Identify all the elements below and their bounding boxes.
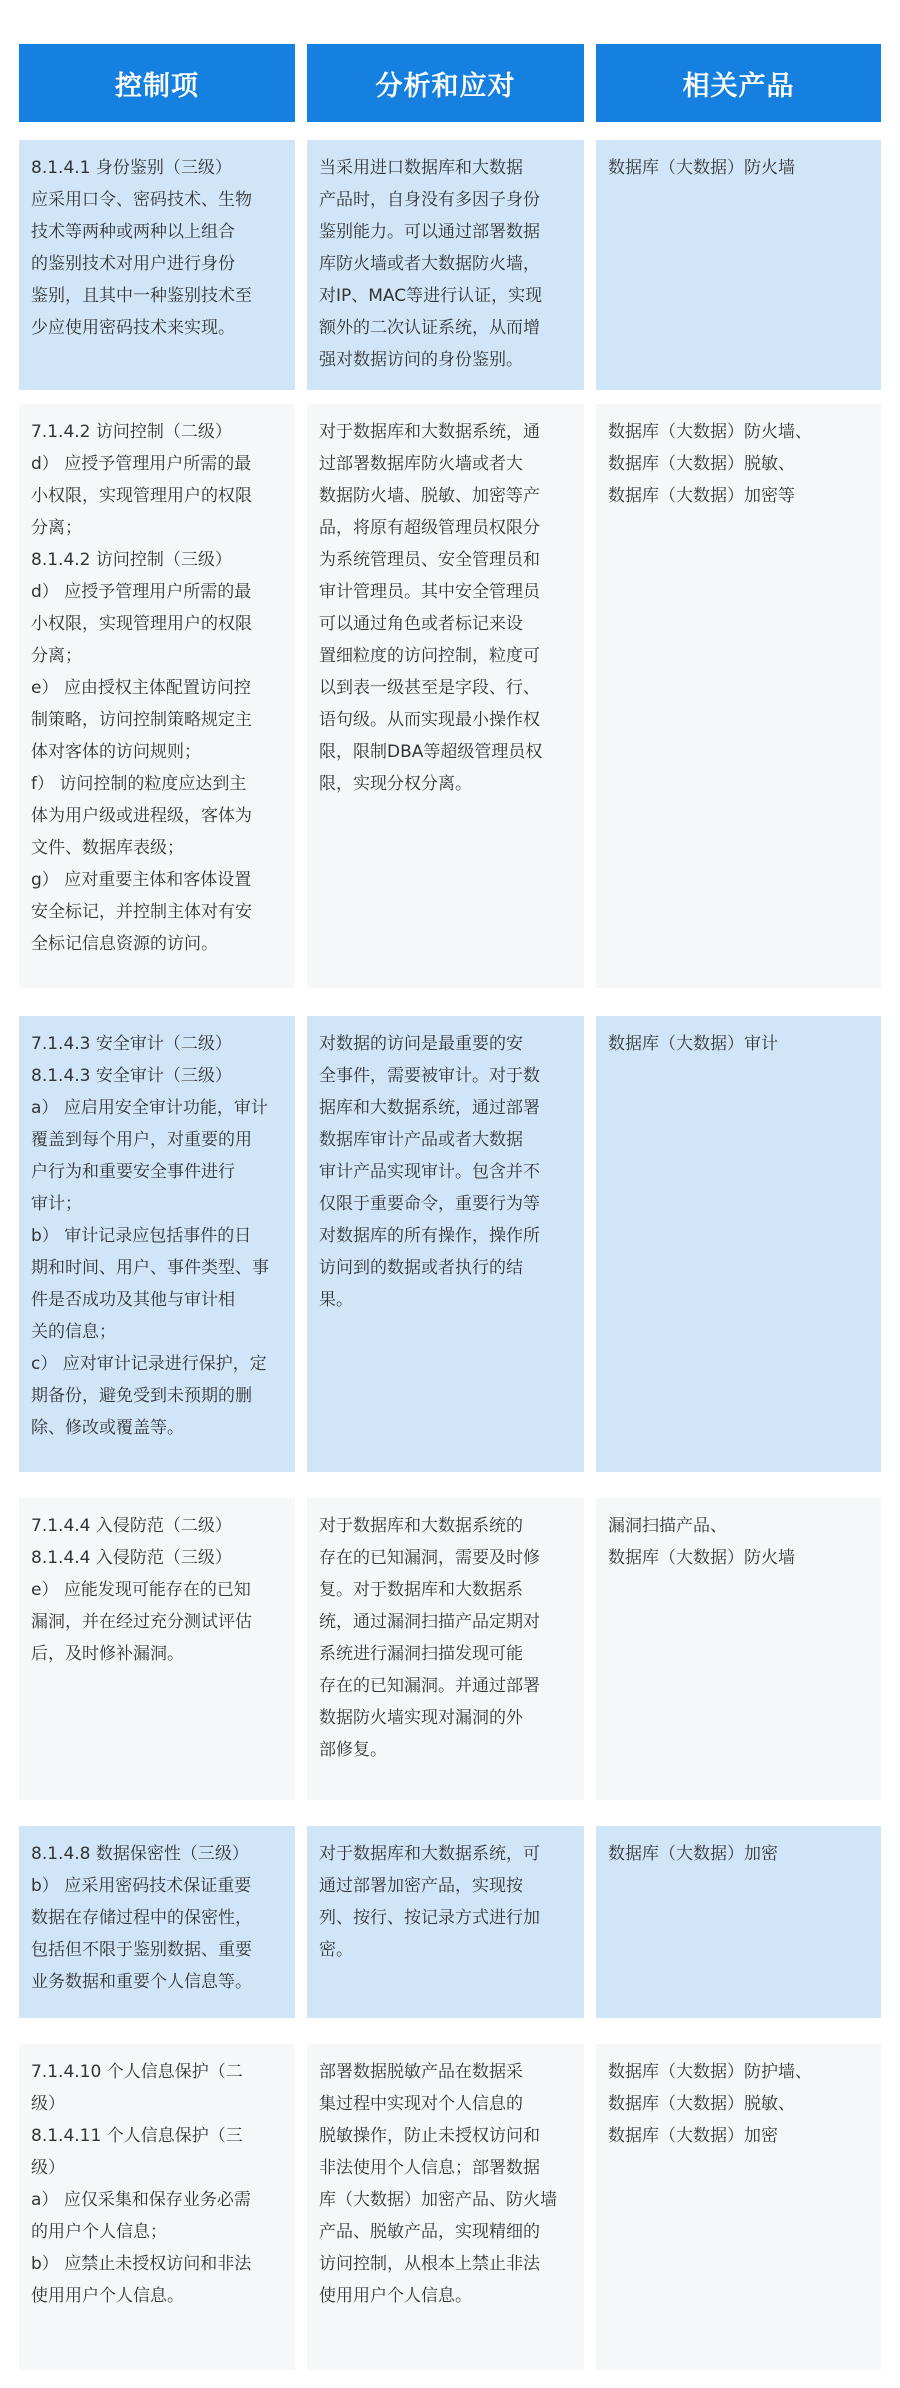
cell-text-line: 使用用户个人信息。 [31, 2286, 184, 2306]
cell-text-line: 数据库（大数据）防火墙 [608, 158, 795, 178]
cell-text-line: 数据防火墙、脱敏、加密等产 [319, 486, 540, 506]
cell-text-line: 分离； [31, 518, 82, 538]
cell-text-line: 以到表一级甚至是字段、行、 [319, 678, 540, 698]
table-row [19, 404, 881, 988]
cell-text-line: 系统进行漏洞扫描发现可能 [319, 1644, 523, 1664]
cell-text-line: 技术等两种或两种以上组合 [31, 222, 235, 242]
cell-text-line: 语句级。从而实现最小操作权 [319, 710, 540, 730]
cell-text-line: 分离； [31, 646, 82, 666]
cell-text-line: 非法使用个人信息；部署数据 [319, 2158, 540, 2178]
cell-text-line: d） 应授予管理用户所需的最 [31, 454, 252, 474]
cell-text-line: 7.1.4.2 访问控制（二级） [31, 422, 232, 442]
cell-text-line: e） 应由授权主体配置访问控 [31, 678, 251, 698]
cell-text-line: 过部署数据库防火墙或者大 [319, 454, 523, 474]
cell-text-line: 列、按行、按记录方式进行加 [319, 1908, 540, 1928]
cell-text-line: 对数据库的所有操作，操作所 [319, 1226, 540, 1246]
analysis-cell [307, 1498, 584, 1800]
control-cell [19, 2044, 295, 2370]
control-cell [19, 1498, 295, 1800]
control-cell [19, 404, 295, 988]
products-cell [596, 404, 881, 988]
table-row [19, 1498, 881, 1800]
table-row [19, 2044, 881, 2370]
cell-text-line: 库（大数据）加密产品、防火墙 [319, 2190, 557, 2210]
cell-text-line: 密。 [319, 1940, 353, 1960]
cell-text-line: 体为用户级或进程级，客体为 [31, 806, 252, 826]
cell-text-line: 数据在存储过程中的保密性， [31, 1908, 252, 1928]
cell-text-line: 体对客体的访问规则； [31, 742, 201, 762]
header-analysis: 分析和应对 [307, 44, 584, 122]
header-control-item: 控制项 [19, 44, 295, 122]
cell-text-line: 数据防火墙实现对漏洞的外 [319, 1708, 523, 1728]
analysis-cell [307, 404, 584, 988]
cell-text-line: 包括但不限于鉴别数据、重要 [31, 1940, 252, 1960]
cell-text-line: 存在的已知漏洞，需要及时修 [319, 1548, 540, 1568]
cell-text-line: e） 应能发现可能存在的已知 [31, 1580, 251, 1600]
cell-text-line: 审计管理员。其中安全管理员 [319, 582, 540, 602]
cell-text-line: 全标记信息资源的访问。 [31, 934, 218, 954]
cell-text-line: 存在的已知漏洞。并通过部署 [319, 1676, 540, 1696]
cell-text-line: 件是否成功及其他与审计相 [31, 1290, 235, 1310]
cell-text-line: 8.1.4.4 入侵防范（三级） [31, 1548, 232, 1568]
cell-text-line: 期备份，避免受到未预期的删 [31, 1386, 252, 1406]
cell-text-line: 小权限，实现管理用户的权限 [31, 614, 252, 634]
cell-text-line: 除、修改或覆盖等。 [31, 1418, 184, 1438]
cell-text-line: 文件、数据库表级； [31, 838, 184, 858]
cell-text-line: 产品、脱敏产品，实现精细的 [319, 2222, 540, 2242]
cell-text-line: 8.1.4.2 访问控制（三级） [31, 550, 232, 570]
cell-text-line: 漏洞扫描产品、 [608, 1516, 727, 1536]
cell-text-line: 通过部署加密产品，实现按 [319, 1876, 523, 1896]
cell-text-line: b） 应采用密码技术保证重要 [31, 1876, 252, 1896]
cell-text-line: 覆盖到每个用户，对重要的用 [31, 1130, 252, 1150]
cell-text-line: 7.1.4.3 安全审计（二级） [31, 1034, 232, 1054]
cell-text-line: 集过程中实现对个人信息的 [319, 2094, 523, 2114]
cell-text-line: b） 审计记录应包括事件的日 [31, 1226, 252, 1246]
analysis-cell [307, 1826, 584, 2018]
cell-text-line: 期和时间、用户、事件类型、事 [31, 1258, 269, 1278]
cell-text-line: 仅限于重要命令，重要行为等 [319, 1194, 540, 1214]
cell-text-line: 数据库（大数据）防火墙、 [608, 422, 812, 442]
analysis-cell [307, 140, 584, 390]
cell-text-line: 数据库（大数据）脱敏、 [608, 454, 795, 474]
cell-text-line: 对于数据库和大数据系统的 [319, 1516, 523, 1536]
cell-text-line: 数据库（大数据）脱敏、 [608, 2094, 795, 2114]
cell-text-line: 部署数据脱敏产品在数据采 [319, 2062, 523, 2082]
table-row [19, 140, 881, 390]
control-cell [19, 1016, 295, 1472]
products-cell [596, 1016, 881, 1472]
cell-text-line: 对于数据库和大数据系统，可 [319, 1844, 540, 1864]
cell-text-line: 对数据的访问是最重要的安 [319, 1034, 523, 1054]
cell-text-line: 鉴别，且其中一种鉴别技术至 [31, 286, 252, 306]
products-cell [596, 1498, 881, 1800]
cell-text-line: 全事件，需要被审计。对于数 [319, 1066, 540, 1086]
table-header [19, 44, 881, 122]
cell-text-line: 品，将原有超级管理员权限分 [319, 518, 540, 538]
cell-text-line: 使用用户个人信息。 [319, 2286, 472, 2306]
cell-text-line: 统，通过漏洞扫描产品定期对 [319, 1612, 540, 1632]
cell-text-line: 级） [31, 2158, 65, 2178]
header-related-products: 相关产品 [596, 44, 881, 122]
cell-text-line: 数据库（大数据）加密 [608, 1844, 778, 1864]
cell-text-line: 额外的二次认证系统，从而增 [319, 318, 540, 338]
products-cell [596, 140, 881, 390]
cell-text-line: 小权限，实现管理用户的权限 [31, 486, 252, 506]
analysis-cell [307, 2044, 584, 2370]
cell-text-line: f） 访问控制的粒度应达到主 [31, 774, 247, 794]
products-cell [596, 2044, 881, 2370]
cell-text-line: 安全标记，并控制主体对有安 [31, 902, 252, 922]
cell-text-line: 当采用进口数据库和大数据 [319, 158, 523, 178]
cell-text-line: 户行为和重要安全事件进行 [31, 1162, 235, 1182]
cell-text-line: a） 应启用安全审计功能，审计 [31, 1098, 268, 1118]
cell-text-line: 库防火墙或者大数据防火墙， [319, 254, 540, 274]
cell-text-line: 8.1.4.1 身份鉴别（三级） [31, 158, 232, 178]
cell-text-line: 的用户个人信息； [31, 2222, 167, 2242]
cell-text-line: 部修复。 [319, 1740, 387, 1760]
cell-text-line: 数据库（大数据）审计 [608, 1034, 778, 1054]
cell-text-line: 数据库（大数据）防护墙、 [608, 2062, 812, 2082]
cell-text-line: 复。对于数据库和大数据系 [319, 1580, 523, 1600]
cell-text-line: 对于数据库和大数据系统，通 [319, 422, 540, 442]
cell-text-line: 据库和大数据系统，通过部署 [319, 1098, 540, 1118]
cell-text-line: 置细粒度的访问控制，粒度可 [319, 646, 540, 666]
analysis-cell [307, 1016, 584, 1472]
cell-text-line: 后，及时修补漏洞。 [31, 1644, 184, 1664]
cell-text-line: 产品时，自身没有多因子身份 [319, 190, 540, 210]
cell-text-line: 脱敏操作，防止未授权访问和 [319, 2126, 540, 2146]
cell-text-line: 少应使用密码技术来实现。 [31, 318, 235, 338]
cell-text-line: 漏洞，并在经过充分测试评估 [31, 1612, 252, 1632]
cell-text-line: b） 应禁止未授权访问和非法 [31, 2254, 252, 2274]
cell-text-line: 业务数据和重要个人信息等。 [31, 1972, 252, 1992]
cell-text-line: 数据库审计产品或者大数据 [319, 1130, 523, 1150]
cell-text-line: 为系统管理员、安全管理员和 [319, 550, 540, 570]
cell-text-line: 限，限制DBA等超级管理员权 [319, 742, 543, 762]
cell-text-line: 审计产品实现审计。包含并不 [319, 1162, 540, 1182]
table-row [19, 1826, 881, 2018]
cell-text-line: 数据库（大数据）加密等 [608, 486, 795, 506]
cell-text-line: 数据库（大数据）加密 [608, 2126, 778, 2146]
cell-text-line: 制策略，访问控制策略规定主 [31, 710, 252, 730]
table-row [19, 1016, 881, 1472]
cell-text-line: 的鉴别技术对用户进行身份 [31, 254, 235, 274]
cell-text-line: 数据库（大数据）防火墙 [608, 1548, 795, 1568]
products-cell [596, 1826, 881, 2018]
cell-text-line: 7.1.4.4 入侵防范（二级） [31, 1516, 232, 1536]
cell-text-line: 审计； [31, 1194, 82, 1214]
cell-text-line: 对IP、MAC等进行认证，实现 [319, 286, 543, 306]
cell-text-line: a） 应仅采集和保存业务必需 [31, 2190, 251, 2210]
cell-text-line: g） 应对重要主体和客体设置 [31, 870, 252, 890]
cell-text-line: 可以通过角色或者标记来设 [319, 614, 523, 634]
cell-text-line: 8.1.4.3 安全审计（三级） [31, 1066, 232, 1086]
cell-text-line: 级） [31, 2094, 65, 2114]
cell-text-line: c） 应对审计记录进行保护，定 [31, 1354, 267, 1374]
cell-text-line: d） 应授予管理用户所需的最 [31, 582, 252, 602]
control-cell [19, 1826, 295, 2018]
cell-text-line: 7.1.4.10 个人信息保护（二 [31, 2062, 243, 2082]
cell-text-line: 鉴别能力。可以通过部署数据 [319, 222, 540, 242]
cell-text-line: 限，实现分权分离。 [319, 774, 472, 794]
cell-text-line: 访问到的数据或者执行的结 [319, 1258, 523, 1278]
cell-text-line: 8.1.4.8 数据保密性（三级） [31, 1844, 249, 1864]
cell-text-line: 果。 [319, 1290, 353, 1310]
cell-text-line: 关的信息； [31, 1322, 116, 1342]
cell-text-line: 强对数据访问的身份鉴别。 [319, 350, 523, 370]
cell-text-line: 8.1.4.11 个人信息保护（三 [31, 2126, 243, 2146]
cell-text-line: 应采用口令、密码技术、生物 [31, 190, 252, 210]
control-cell [19, 140, 295, 390]
cell-text-line: 访问控制，从根本上禁止非法 [319, 2254, 540, 2274]
